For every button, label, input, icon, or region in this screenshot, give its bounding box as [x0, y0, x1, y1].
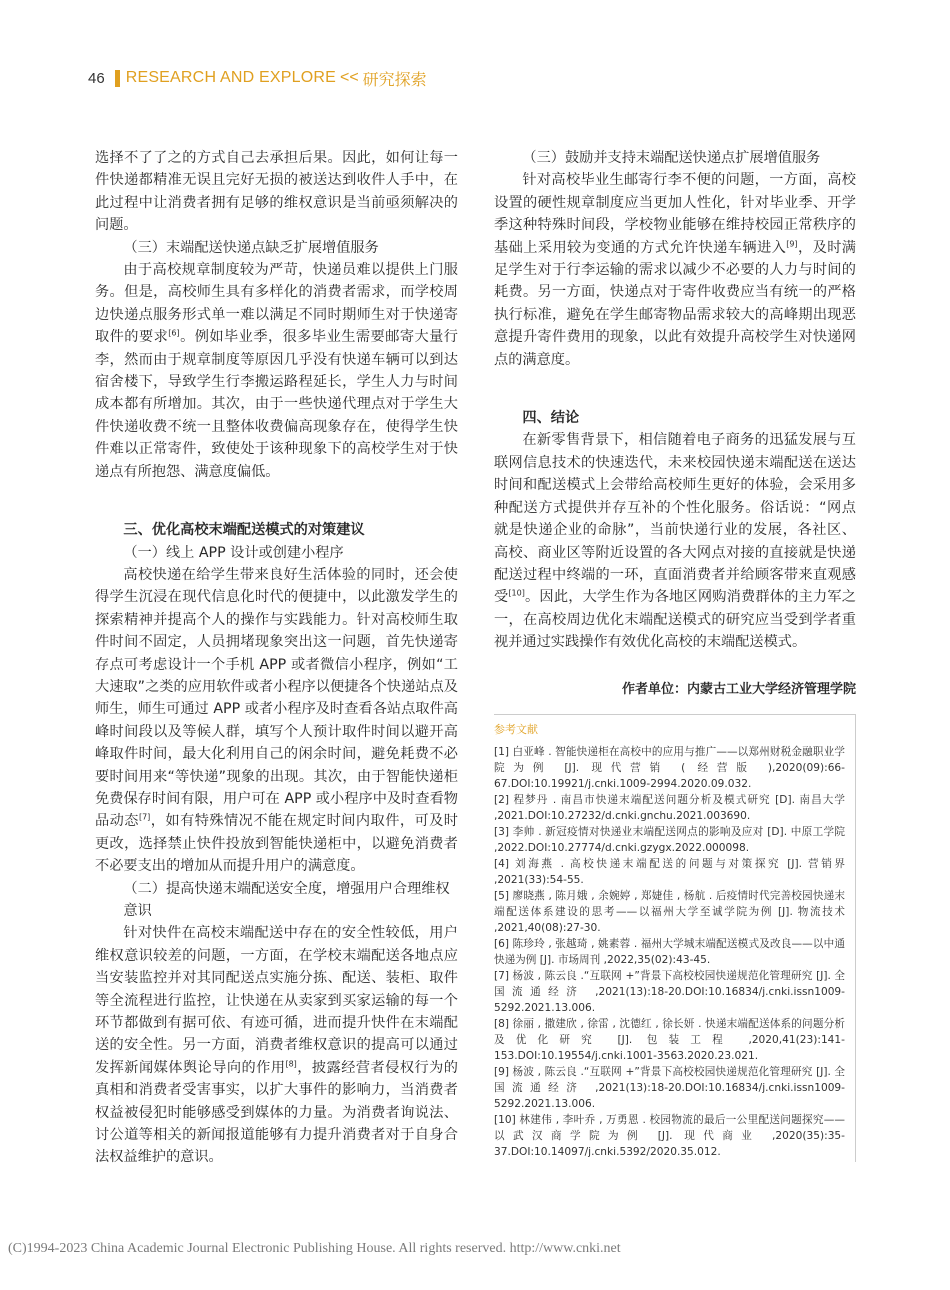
subsection-heading-1: （一）线上 APP 设计或创建小程序: [123, 544, 344, 561]
paragraph: 针对快件在高校末端配送中存在的安全性较低，用户维权意识较差的问题，一方面，在学校末端配送各地点应当安装监控并对其同配送点实施分拣、配送、装柜、取件等全流程进行监控，让快递在从卖家到买家运输的每一个环节都做到有据可依、有迹可循，进而提升快件在末端配送的安全性。另一方面，消费者维权意识的提高可以通过发挥新闻媒体舆论导向的作用[8]，披露经营者侵权行为的真相和消费者受害事实，以扩大事件的影响力，当消费者权益被侵犯时能够感受到媒体的力量。为消费者询说法、讨公道等相关的新闻报道能够有力提升消费者对于自身合法权益维护的意识。: [95, 925, 458, 1166]
reference-item: [3] 李帅 . 新冠疫情对快递业末端配送网点的影响及应对 [D]. 中原工学院 ,2022.DOI:10.27774/d.cnki.gzygx.2022.000098.: [494, 825, 845, 854]
references-title: 参考文献: [494, 722, 538, 736]
citation-8: [8]: [285, 1059, 297, 1069]
subsection-heading-3: （三）末端配送快递点缺乏扩展增值服务: [123, 239, 379, 256]
section-heading-3: 三、优化高校末端配送模式的对策建议: [123, 522, 365, 539]
paragraph: 由于高校规章制度较为严苛，快递员难以提供上门服务。但是，高校师生具有多样化的消费者需求，而学校周边快递点服务形式单一难以满足不同时期师生对于快递寄取件的要求[6]。例如毕业季，很多毕业生需要邮寄大量行李，然而由于规章制度等原因几乎没有快递车辆可以到达宿舍楼下，导致学生行李搬运路程延长，学生人力与时间成本都有所增加。其次，由于一些快递代理点对于学生大件快递收费不统一且整体收费偏高现象存在，使得学生快件难以正常寄件，致使处于该种现象下的高校学生对于快递点有所抱怨、满意度偏低。: [95, 262, 458, 480]
paragraph: 针对高校毕业生邮寄行李不便的问题，一方面，高校设置的硬性规章制度应当更加人性化，针对毕业季、开学季这种特殊时间段，学校物业能够在维持校园正常秩序的基础上采用较为变通的方式允许快递车辆进入[9]，及时满足学生对于行李运输的需求以减少不必要的人力与时间的耗费。另一方面，快递点对于寄件收费应当有统一的严格执行标准，避免在学生邮寄物品需求较大的高峰期出现恶意提升寄件费用的现象，以此有效提升高校学生对快递网点的满意度。: [494, 172, 856, 368]
author-affiliation: 作者单位：内蒙古工业大学经济管理学院: [621, 681, 856, 697]
left-column: [95, 147, 458, 1169]
citation-10: [10]: [508, 588, 525, 598]
subsection-heading-3b: （三）鼓励并支持末端配送快递点扩展增值服务: [522, 150, 821, 166]
journal-title-en: RESEARCH AND EXPLORE: [125, 69, 336, 86]
reference-item: [4] 刘海燕 . 高校快递末端配送的问题与对策探究 [J]. 营销界 ,2021(33):54-55.: [494, 857, 845, 886]
reference-item: [7] 杨波 , 陈云良 .“互联网 +”背景下高校校园快递规范化管理研究 [J]. 全国流通经济 ,2021(13):18-20.DOI:10.16834/j.cnki.issn1009-5292.2021.13.006.: [494, 969, 845, 1014]
paragraph: 高校快递在给学生带来良好生活体验的同时，还会使得学生沉浸在现代信息化时代的便捷中，以此激发学生的探索精神并提高个人的操作与实践能力。针对高校师生取件时间不固定，人员拥堵现象突出这一问题，首先快递寄存点可考虑设计一个手机 APP 或者微信小程序，例如“工大速取”之类的应用软件或者小程序以便捷各个快递站点及师生，师生可通过 APP 或者小程序及时查看各站点取件高峰时间段以及等候人群，填写个人预计取件时间以避开高峰取件时间，最大化利用自己的闲余时间，避免耗费不必要时间用来“等快递”现象的出现。其次，由于智能快递柜免费保存时间有限，用户可在 APP 或小程序中及时查看物品动态[7]，如有特殊情况不能在规定时间内取件，可及时更改，选择禁止快件投放到智能快递柜中，以避免消费者不必要支出的增加从而提升用户的满意度。: [95, 566, 458, 875]
reference-item: [10] 林建伟 , 李叶乔 , 万勇恩 . 校园物流的最后一公里配送问题探究——以武汉商学院为例 [J]. 现代商业 ,2020(35):35-37.DOI:10.14097/j.cnki.5392/2020.35.012.: [494, 1113, 845, 1158]
section-heading-4: 四、结论: [522, 410, 580, 427]
copyright-footer: (C)1994-2023 China Academic Journal Electronic Publishing House. All rights reserved. http://www.cnki.net: [8, 1241, 621, 1256]
page-header: [88, 64, 427, 92]
citation-9: [9]: [786, 238, 798, 248]
right-column: [494, 147, 856, 1162]
citation-6: [6]: [168, 328, 180, 338]
page-number: 46: [88, 69, 105, 87]
journal-title-zh: 研究探索: [362, 69, 427, 89]
reference-item: [6] 陈珍玲 , 张越琦 , 姚素蓉 . 福州大学城末端配送模式及改良——以中通快递为例 [J]. 市场周刊 ,2022,35(02):43-45.: [494, 937, 845, 966]
references-box: [494, 714, 856, 1162]
reference-item: [2] 程梦丹 . 南昌市快递末端配送问题分析及模式研究 [D]. 南昌大学 ,2021.DOI:10.27232/d.cnki.gnchu.2021.003690.: [494, 793, 845, 822]
reference-item: [1] 白亚峰 . 智能快递柜在高校中的应用与推广——以郑州财税金融职业学院为例 [J]. 现代营销 ( 经营版 ),2020(09):66-67.DOI:10.19921/j.cnki.1009-2994.2020.09.032.: [494, 745, 845, 790]
paragraph: 在新零售背景下，相信随着电子商务的迅猛发展与互联网信息技术的快速迭代，未来校园快递末端配送在送达时间和配送模式上会带给高校师生更好的体验，会采用多种配送方式提供并存互补的个性化服务。俗话说：“网点就是快递企业的命脉”，当前快递行业的发展，各社区、高校、商业区等附近设置的各大网点对接的直接就是快递配送过程中终端的一环，直面消费者并给顾客带来直观感受[10]。因此，大学生作为各地区网购消费群体的主力军之一，在高校周边优化末端配送模式的研究应当受到学者重视并通过实践操作有效优化高校的末端配送模式。: [494, 432, 856, 651]
reference-item: [5] 廖晓燕 , 陈月娥 , 余婉婷 , 郑婕佳 , 杨航 . 后疫情时代完善校园快递末端配送体系建设的思考——以福州大学至诚学院为例 [J]. 物流技术 ,2021,40(08):27-30.: [494, 889, 845, 934]
header-bar-mark: [115, 70, 120, 87]
chevron-left-icon: <<: [339, 69, 359, 86]
reference-item: [9] 杨波 , 陈云良 .“互联网 +”背景下高校校园快递规范化管理研究 [J]. 全国流通经济 ,2021(13):18-20.DOI:10.16834/j.cnki.issn1009-5292.2021.13.006.: [494, 1065, 845, 1110]
paragraph-continued: 选择不了了之的方式自己去承担后果。因此，如何让每一件快递都精准无误且完好无损的被送达到收件人手中，在此过程中让消费者拥有足够的维权意识是当前亟须解决的问题。: [95, 150, 458, 234]
subsection-heading-2: （二）提高快递末端配送安全度，增强用户合理维权意识: [123, 880, 450, 919]
citation-7: [7]: [138, 812, 151, 822]
reference-item: [8] 徐丽 , 撒建欣 , 徐雷 , 沈德红 , 徐长妍 . 快递末端配送体系的问题分析及优化研究 [J]. 包装工程 ,2020,41(23):141-153.DOI:10.19554/j.cnki.1001-3563.2020.23.021.: [494, 1017, 845, 1062]
